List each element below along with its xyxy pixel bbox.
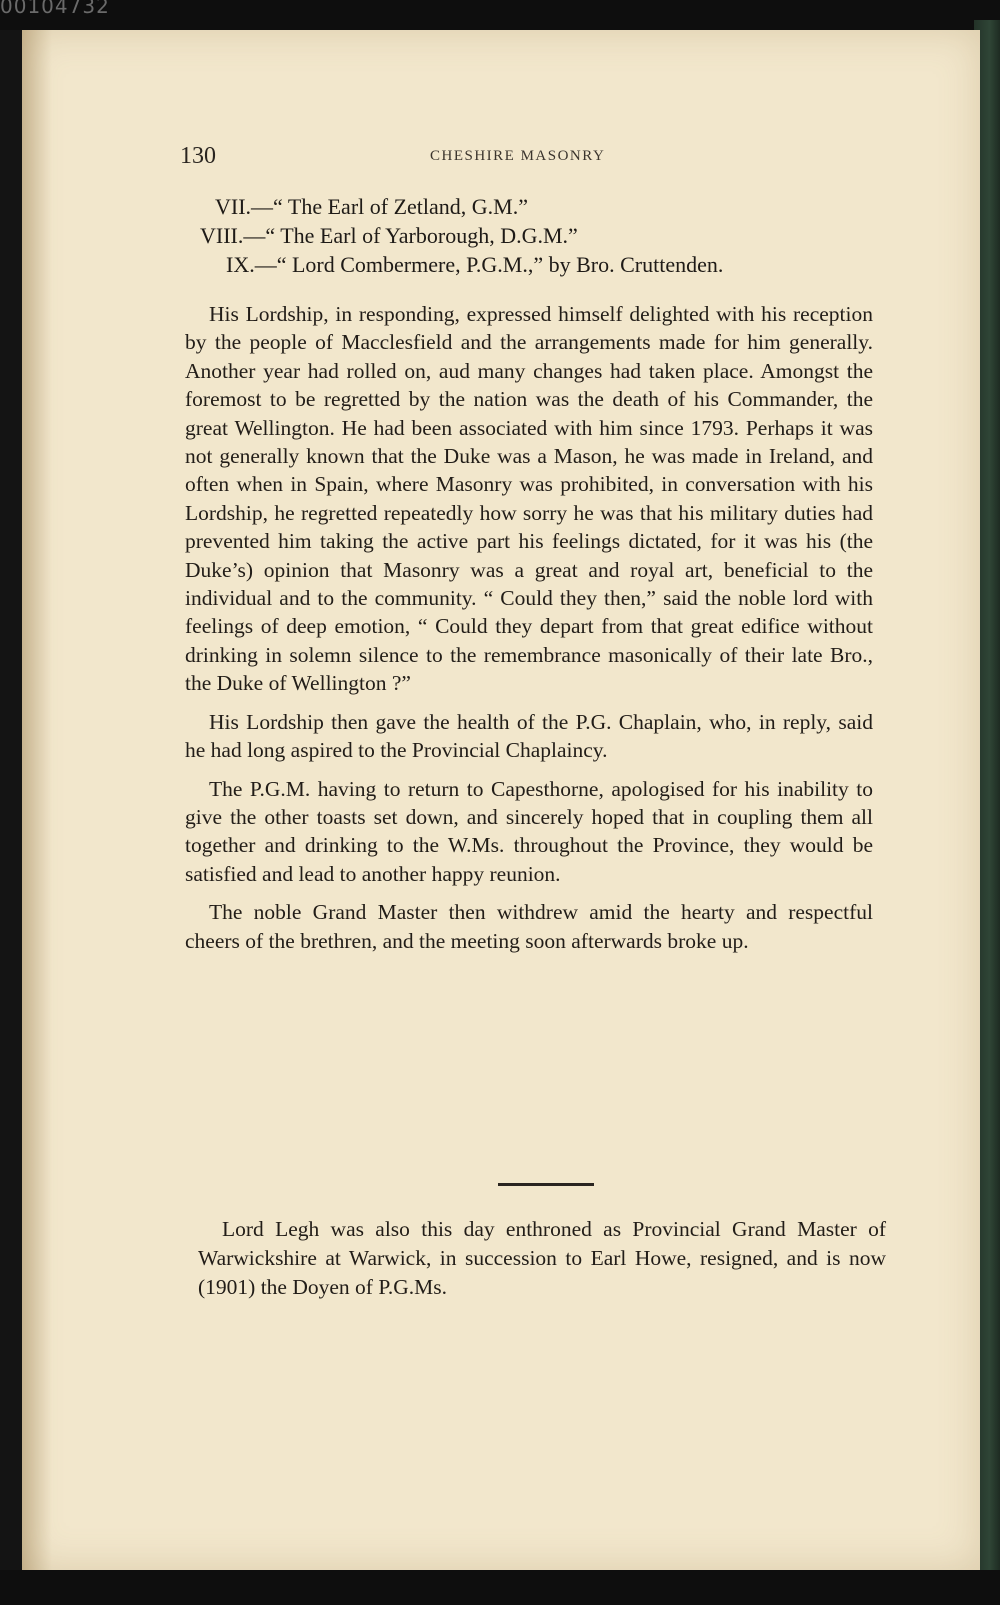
toast-list	[190, 192, 890, 279]
paragraph: The noble Grand Master then withdrew amid the hearty and respectful cheers of the brethren, and the meeting soon afterwards broke up.	[185, 900, 873, 953]
toast-item: VIII.—“ The Earl of Yarborough, D.G.M.”	[200, 223, 578, 248]
scan-top-border	[0, 0, 1000, 30]
section-divider	[498, 1183, 594, 1186]
paragraph: The P.G.M. having to return to Capesthorne, apologised for his inability to give the other toasts set down, and sincerely hoped that in coupling them all together and drinking to the W.Ms. throughout the Province, they would be satisfied and lead to another happy reunion.	[185, 776, 873, 886]
toast-item: IX.—“ Lord Combermere, P.G.M.,” by Bro. Cruttenden.	[226, 252, 724, 277]
toast-item: VII.—“ The Earl of Zetland, G.M.”	[215, 194, 528, 219]
footnote-section	[198, 1215, 886, 1302]
body-text	[185, 300, 873, 965]
scan-call-number: 00104732	[0, 0, 110, 18]
page-number: 130	[180, 143, 216, 169]
paragraph: His Lordship, in responding, expressed himself delighted with his reception by the people of Macclesfield and the arrangements made for him generally. Another year had rolled on, aud many changes had taken place. Amongst the foremost to be regretted by the nation was the death of his Commander, the great Wellington. He had been associated with him since 1793. Perhaps it was not generally known that the Duke was a Mason, he was made in Ireland, and often when in Spain, where Masonry was prohibited, in conversation with his Lordship, he regretted repeatedly how sorry he was that his military duties had prevented him taking the active part his feelings dictated, for it was his (the Duke’s) opinion that Masonry was a great and royal art, beneficial to the individual and to the community. “ Could they then,” said the noble lord with feelings of deep emotion, “ Could they depart from that great edifice without drinking in solemn silence to the remembrance masonically of their late Bro., the Duke of Wellington ?”	[185, 302, 873, 696]
scan-bottom-border	[0, 1570, 1000, 1605]
running-head	[180, 143, 720, 173]
running-title: CHESHIRE MASONRY	[430, 148, 606, 164]
paragraph: His Lordship then gave the health of the P.G. Chaplain, who, in reply, said he had long aspired to the Provincial Chaplaincy.	[185, 709, 873, 763]
gutter-shadow	[22, 30, 52, 1570]
note-paragraph: Lord Legh was also this day enthroned as Provincial Grand Master of Warwickshire at Warwick, in succession to Earl Howe, resigned, and is now (1901) the Doyen of P.G.Ms.	[198, 1217, 886, 1299]
